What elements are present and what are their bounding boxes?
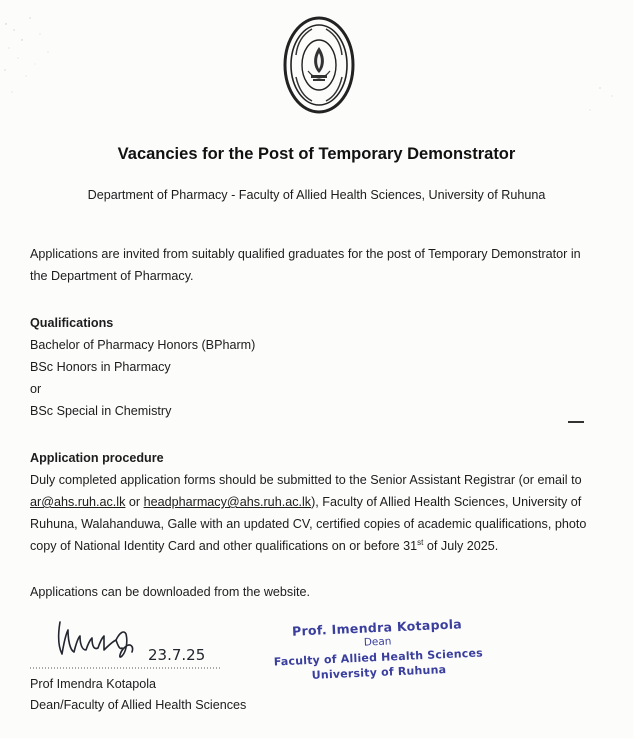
or-text: or [125,495,144,509]
download-note: Applications can be downloaded from the website. [30,585,311,599]
dean-stamp [267,615,489,685]
stamp-university: University of Ruhuna [311,663,447,682]
intro-paragraph [30,243,615,287]
qualification-item: BSc Honors in Pharmacy [30,360,171,374]
deadline-text: copy of National Identity Card and other qualifications on or before 31 [30,539,418,553]
intro-line: Applications are invited from suitably qualified graduates for the post of Temporary Demonstrator in [30,247,581,261]
procedure-line: Ruhuna, Walahanduwa, Galle with an updated CV, certified copies of academic qualifications, photo [30,517,587,531]
ordinal-suffix: st [417,537,424,547]
procedure-line [30,535,615,557]
procedure-line [30,491,615,513]
procedure-paragraph [30,469,615,557]
stamp-faculty: Faculty of Allied Health Sciences [273,646,484,669]
procedure-line-rest: ), Faculty of Allied Health Sciences, University of [311,495,582,509]
qualification-item: or [30,382,42,396]
qualification-item: Bachelor of Pharmacy Honors (BPharm) [30,338,256,352]
stamp-title: Dean [363,635,392,649]
registrar-email-link[interactable]: ar@ahs.ruh.ac.lk [30,495,126,509]
signatory-block [30,674,246,716]
stray-mark [568,421,584,423]
page-title: Vacancies for the Post of Temporary Demonstrator [117,145,516,163]
signatory-name: Prof Imendra Kotapola [30,677,157,691]
page-subtitle: Department of Pharmacy - Faculty of Allied Health Sciences, University of Ruhuna [87,188,546,202]
university-seal-logo [282,15,356,115]
stamp-name: Prof. Imendra Kotapola [291,616,463,639]
qualification-item: BSc Special in Chemistry [30,404,172,418]
procedure-heading: Application procedure [30,451,164,465]
qualifications-heading: Qualifications [30,316,114,330]
signatory-designation: Dean/Faculty of Allied Health Sciences [30,698,247,712]
pharmacy-email-link[interactable]: headpharmacy@ahs.ruh.ac.lk [143,495,312,509]
deadline-month: of July 2025. [423,539,499,553]
university-seal-icon [285,18,353,112]
signature [30,612,240,672]
procedure-line: Duly completed application forms should be submitted to the Senior Assistant Registrar (or email to [30,473,582,487]
intro-line: the Department of Pharmacy. [30,269,194,283]
qualifications-list [30,334,615,422]
signature-date: 23.7.25 [148,646,206,664]
